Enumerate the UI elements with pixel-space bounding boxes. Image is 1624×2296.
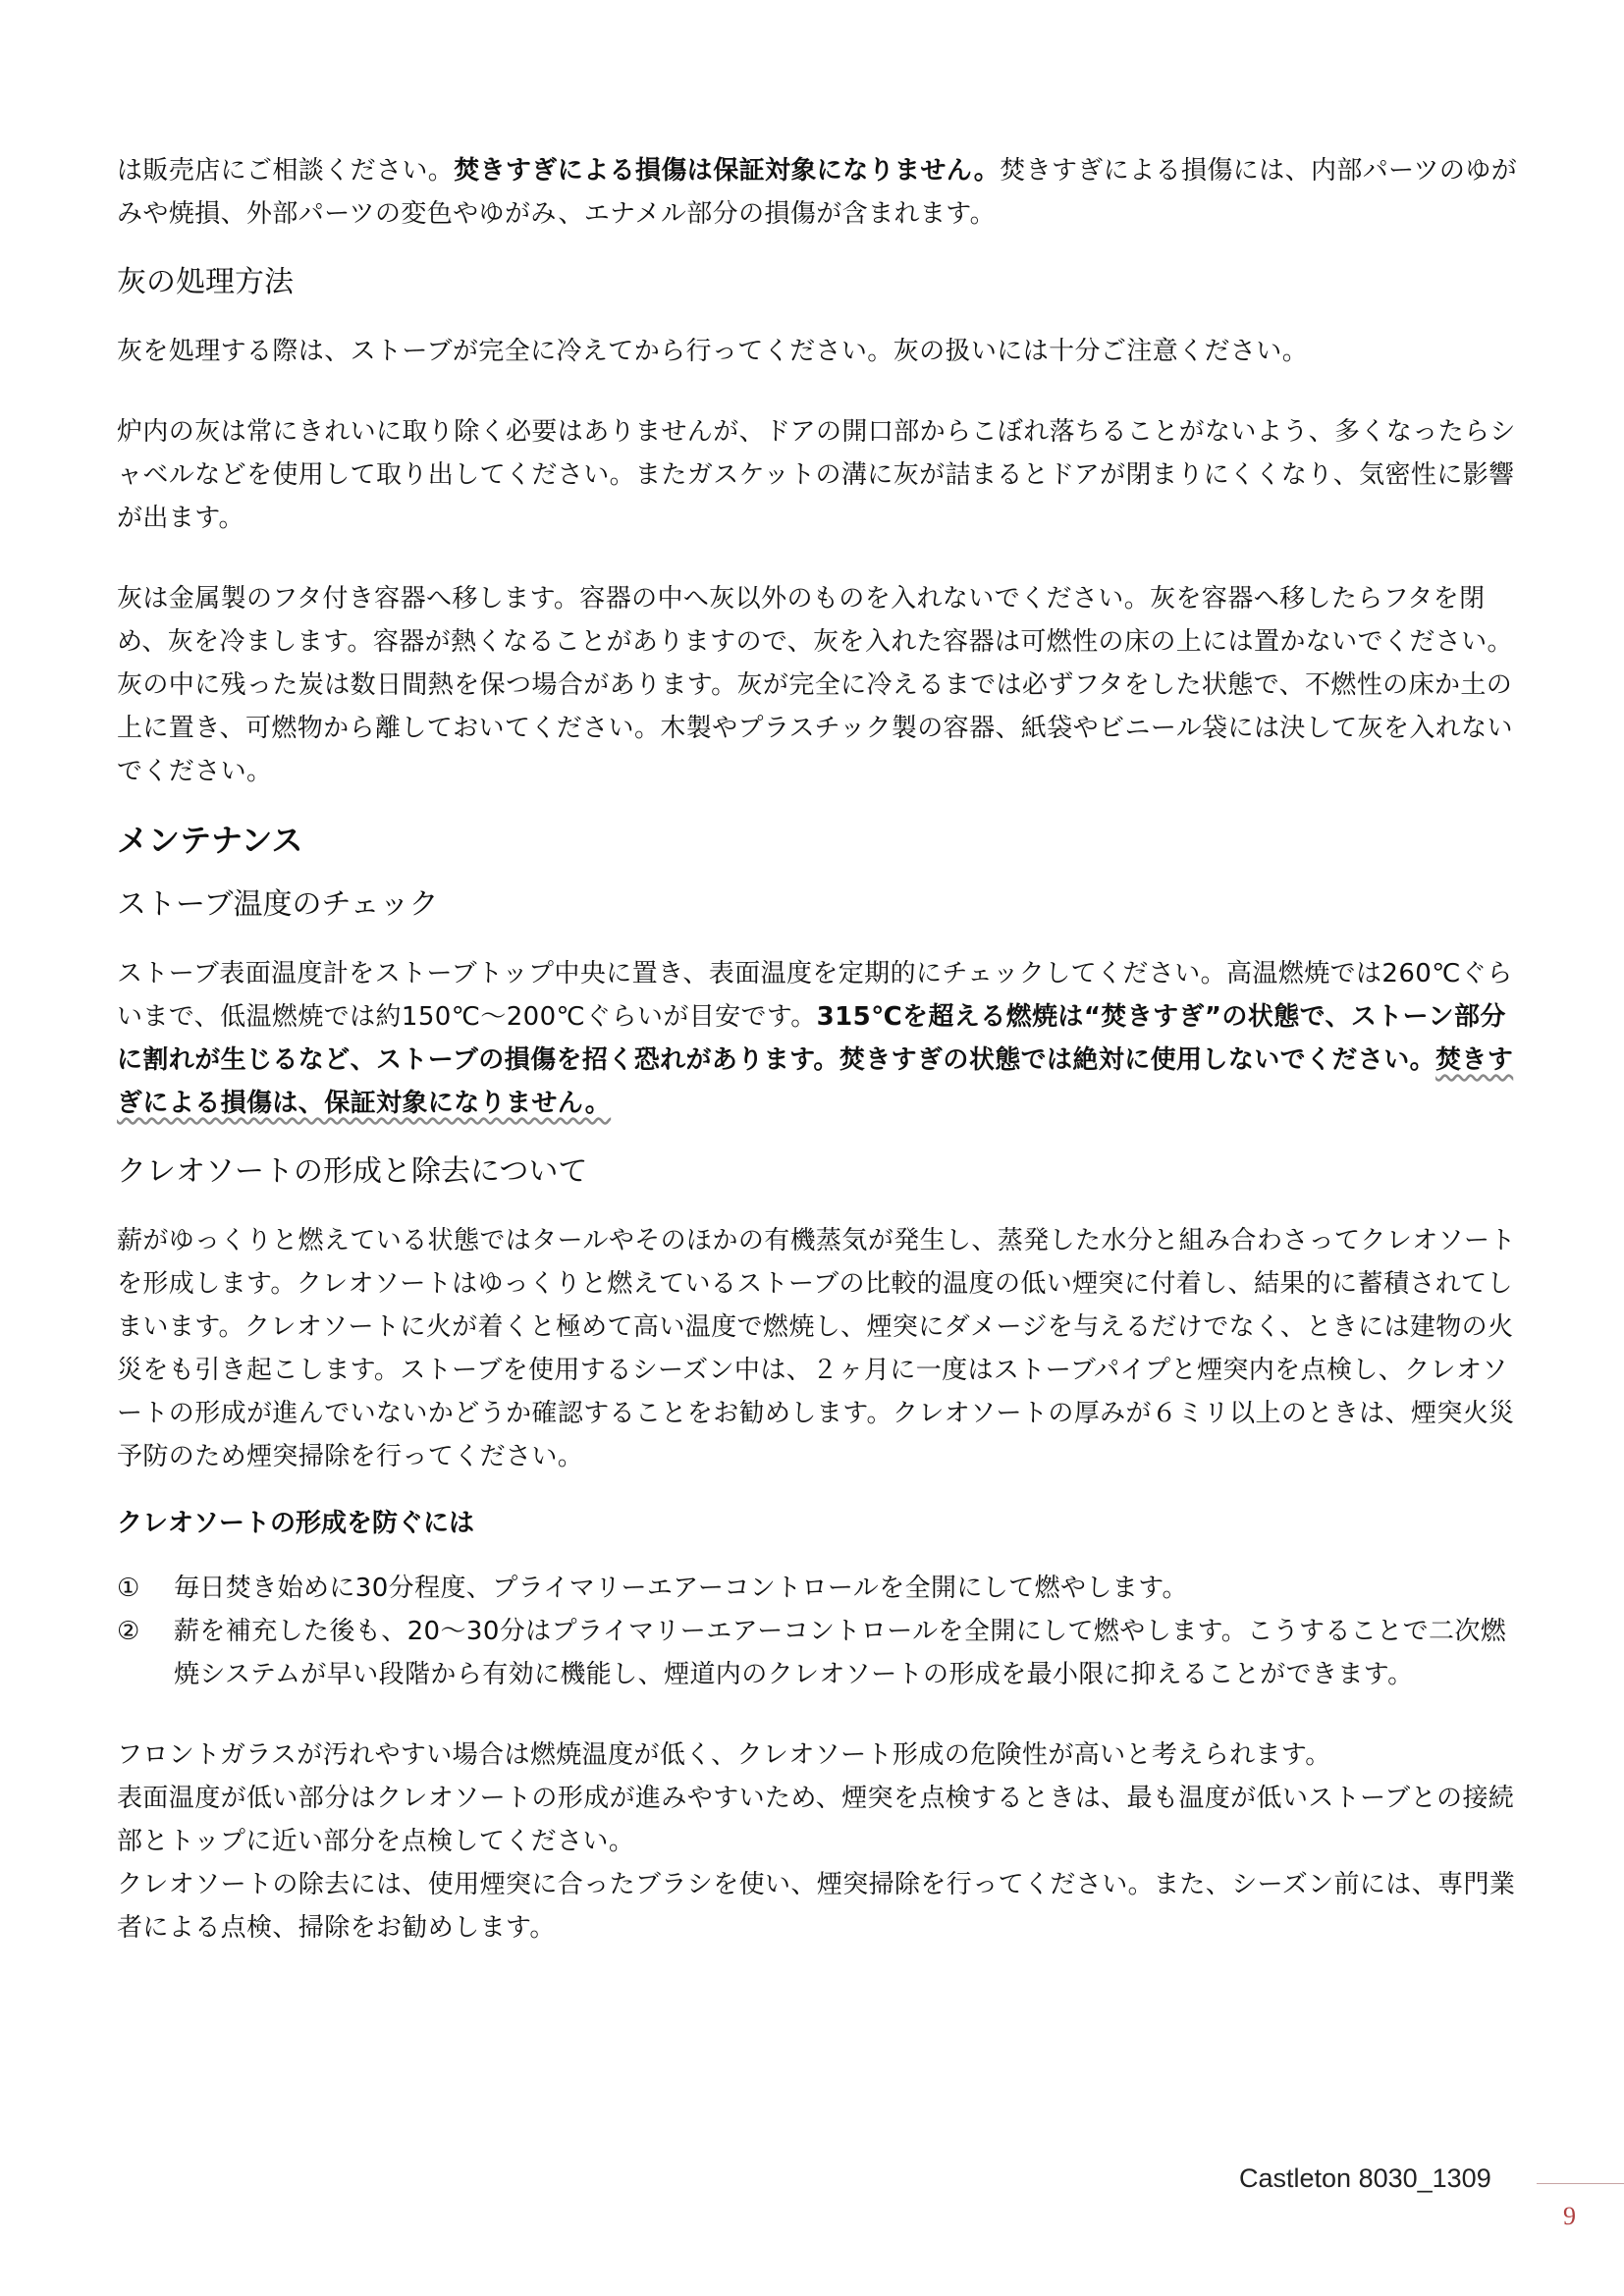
intro-text: は販売店にご相談ください。	[117, 156, 455, 186]
maintenance-heading: メンテナンス	[117, 822, 303, 859]
creosote-heading: クレオソートの形成と除去について	[117, 1154, 588, 1189]
intro-text-tail: 焚きすぎによる損傷には、内部パーツのゆがみや焼損、外部パーツの変色やゆがみ、エナメル部分の損傷が含まれます。	[117, 156, 1518, 229]
creosote-paragraph-2c: クレオソートの除去には、使用煙突に合ったブラシを使い、煙突掃除を行ってください。また、シーズン前には、専門業者による点検、掃除をお勧めします。	[117, 1870, 1516, 1943]
footer-label: Castleton 8030_1309	[1239, 2163, 1491, 2193]
ash-heading: 灰の処理方法	[117, 265, 294, 299]
creosote-paragraph-2a: フロントガラスが汚れやすい場合は燃焼温度が低く、クレオソート形成の危険性が高いと考えられます。	[117, 1740, 1331, 1770]
list-item	[117, 1610, 1531, 1696]
creosote-paragraph-1: 薪がゆっくりと燃えている状態ではタールやそのほかの有機蒸気が発生し、蒸発した水分と組み合わさってクレオソートを形成します。クレオソートはゆっくりと燃えているストーブの比較的温度の低い煙突に付着し、結果的に蓄積されてしまいます。クレオソートに火が着くと極めて高い温度で燃焼し、煙突にダメージを与えるだけでなく、ときには建物の火災をも引き起こします。ストーブを使用するシーズン中は、２ヶ月に一度はストーブパイプと煙突内を点検し、クレオソートの形成が進んでいないかどうか確認することをお勧めします。クレオソートの厚みが６ミリ以上のときは、煙突火災予防のため煙突掃除を行ってください。	[117, 1226, 1516, 1471]
temperature-heading: ストーブ温度のチェック	[117, 887, 439, 922]
temperature-paragraph	[117, 952, 1531, 1125]
list-number: ②	[117, 1617, 140, 1646]
list-item	[117, 1567, 1531, 1610]
list-text: 毎日焚き始めに30分程度、プライマリーエアーコントロールを全開にして燃やします。	[174, 1574, 1188, 1603]
footer-divider	[1537, 2183, 1624, 2184]
ash-paragraph-3: 灰は金属製のフタ付き容器へ移します。容器の中へ灰以外のものを入れないでください。灰を容器へ移したらフタを閉め、灰を冷まします。容器が熱くなることがありますので、灰を入れた容器は可燃性の床の上には置かないでください。灰の中に残った炭は数日間熱を保つ場合があります。灰が完全に冷えるまでは必ずフタをした状態で、不燃性の床か土の上に置き、可燃物から離しておいてください。木製やプラスチック製の容器、紙袋やビニール袋には決して灰を入れないでください。	[117, 584, 1513, 786]
prevent-heading: クレオソートの形成を防ぐには	[117, 1509, 475, 1538]
list-text: 薪を補充した後も、20～30分はプライマリーエアーコントロールを全開にして燃やします。こうすることで二次燃焼システムが早い段階から有効に機能し、煙道内のクレオソートの形成を最小限に抑えることができます。	[174, 1617, 1507, 1689]
warranty-note: 焚きすぎによる損傷は、保証対象になりません。	[117, 1045, 1514, 1118]
list-number: ①	[117, 1574, 140, 1603]
overfire-warning: 315℃を超える燃焼は“焚きすぎ”の状態で、ストーン部分に割れが生じるなど、ストーブの損傷を招く恐れがあります。焚きすぎの状態では絶対に使用しないでください。	[117, 1002, 1506, 1075]
ash-paragraph-2: 炉内の灰は常にきれいに取り除く必要はありませんが、ドアの開口部からこぼれ落ちることがないよう、多くなったらシャベルなどを使用して取り出してください。またガスケットの溝に灰が詰まるとドアが閉まりにくくなり、気密性に影響が出ます。	[117, 417, 1516, 533]
temperature-text: ストーブ表面温度計をストーブトップ中央に置き、表面温度を定期的にチェックしてください。高温燃焼では260℃ぐらいまで、低温燃焼では約150℃～200℃ぐらいが目安です。	[117, 959, 1513, 1032]
ash-paragraph-1: 灰を処理する際は、ストーブが完全に冷えてから行ってください。灰の扱いには十分ご注意ください。	[117, 337, 1309, 366]
creosote-paragraph-2b: 表面温度が低い部分はクレオソートの形成が進みやすいため、煙突を点検するときは、最も温度が低いストーブとの接続部とトップに近い部分を点検してください。	[117, 1784, 1515, 1856]
warranty-warning: 焚きすぎによる損傷は保証対象になりません。	[454, 156, 1001, 186]
prevention-list	[117, 1567, 1531, 1696]
page-content	[117, 149, 1531, 1949]
intro-paragraph	[117, 149, 1531, 236]
page-number: 9	[1563, 2202, 1576, 2230]
